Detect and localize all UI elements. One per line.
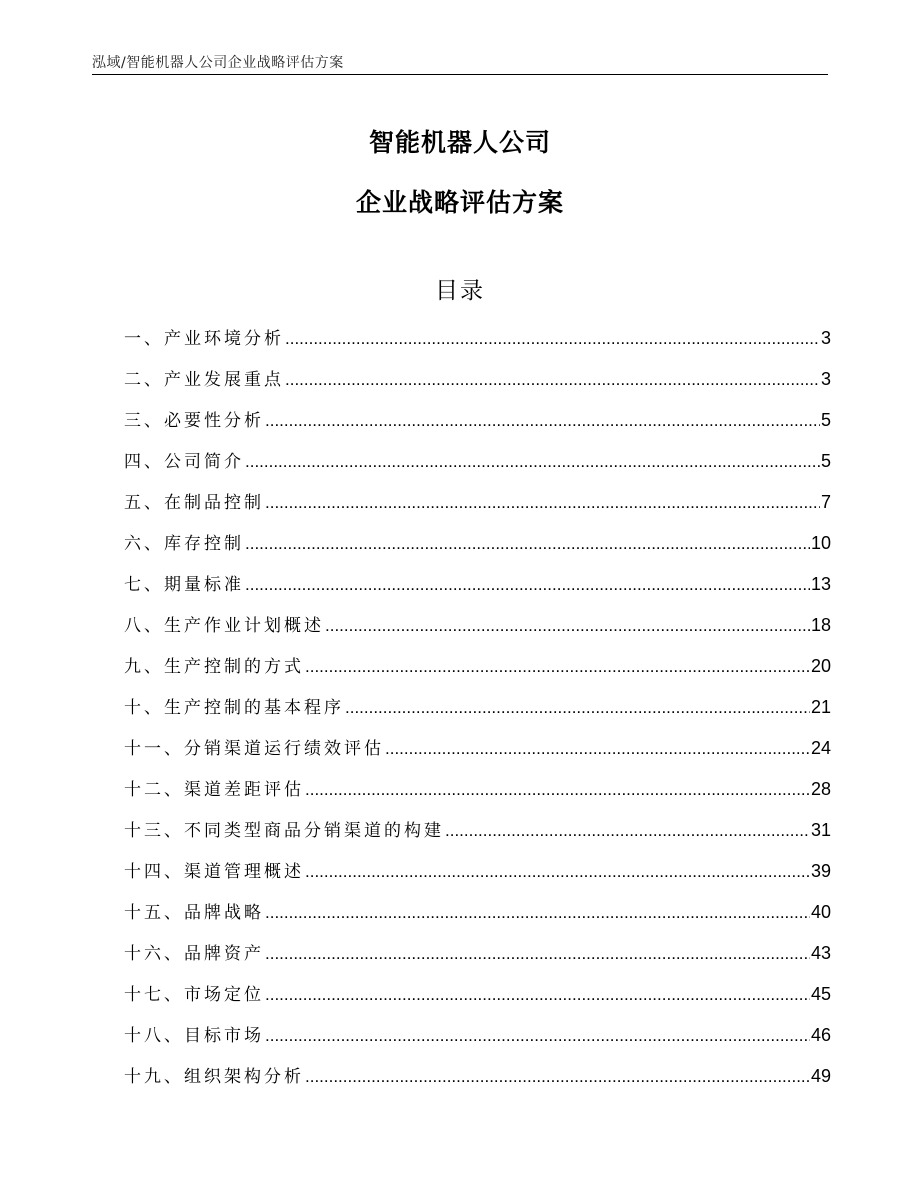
toc-dot-leader (305, 780, 810, 800)
toc-entry-label (124, 734, 384, 759)
toc-entry[interactable] (124, 447, 831, 488)
toc-entry[interactable] (124, 529, 831, 570)
toc-entry[interactable] (124, 611, 831, 652)
toc-entry[interactable] (124, 734, 831, 775)
toc-entry-label (124, 488, 264, 513)
toc-entry-title: 市场定位 (184, 985, 264, 1005)
toc-entry-number: 七、 (124, 575, 164, 595)
toc-dot-leader (305, 657, 810, 677)
toc-entry-number: 十二、 (124, 780, 184, 800)
toc-entry-number: 十九、 (124, 1067, 184, 1087)
toc-entry-title: 产业发展重点 (164, 370, 284, 390)
toc-entry-title: 渠道差距评估 (184, 780, 304, 800)
toc-dot-leader (445, 821, 810, 841)
toc-entry-page: 24 (810, 738, 831, 758)
toc-heading: 目录 (435, 278, 485, 304)
toc-entry-page: 13 (810, 574, 831, 594)
toc-dot-leader (385, 739, 810, 759)
toc-dot-leader (265, 493, 820, 513)
toc-entry-page: 10 (810, 533, 831, 553)
toc-dot-leader (285, 329, 820, 349)
toc-entry-number: 十七、 (124, 985, 184, 1005)
toc-entry[interactable] (124, 857, 831, 898)
toc-entry-page: 39 (810, 861, 831, 881)
toc-dot-leader (305, 1067, 810, 1087)
toc-entry-title: 必要性分析 (164, 411, 264, 431)
toc-entry-title: 期量标准 (164, 575, 244, 595)
toc-entry-title: 产业环境分析 (164, 329, 284, 349)
toc-entry-label (124, 611, 324, 636)
toc-entry-page: 18 (810, 615, 831, 635)
toc-entry-page: 5 (820, 451, 831, 471)
toc-entry-number: 三、 (124, 411, 164, 431)
toc-entry-number: 十、 (124, 698, 164, 718)
toc-dot-leader (265, 1026, 810, 1046)
toc-entry-page: 40 (810, 902, 831, 922)
toc-entry-label (124, 816, 444, 841)
toc-entry[interactable] (124, 652, 831, 693)
toc-entry-label (124, 406, 264, 431)
toc-entry-title: 组织架构分析 (184, 1067, 304, 1087)
toc-entry-number: 九、 (124, 657, 164, 677)
toc-entry-label (124, 1021, 264, 1046)
toc-entry-number: 十六、 (124, 944, 184, 964)
toc-entry-page: 31 (810, 820, 831, 840)
toc-dot-leader (345, 698, 810, 718)
toc-entry[interactable] (124, 980, 831, 1021)
toc-dot-leader (245, 452, 820, 472)
toc-entry[interactable] (124, 406, 831, 447)
toc-entry-number: 十一、 (124, 739, 184, 759)
toc-entry-page: 43 (810, 943, 831, 963)
toc-entry-number: 四、 (124, 452, 164, 472)
toc-entry-number: 十五、 (124, 903, 184, 923)
toc-entry-title: 品牌战略 (184, 903, 264, 923)
toc-dot-leader (245, 575, 810, 595)
toc-entry[interactable] (124, 365, 831, 406)
toc-entry-label (124, 693, 344, 718)
toc-entry-number: 十四、 (124, 862, 184, 882)
toc-entry[interactable] (124, 816, 831, 857)
toc-entry-label (124, 365, 284, 390)
toc-entry-title: 渠道管理概述 (184, 862, 304, 882)
toc-entry-title: 目标市场 (184, 1026, 264, 1046)
toc-dot-leader (265, 411, 820, 431)
toc-entry-title: 品牌资产 (184, 944, 264, 964)
toc-entry-label (124, 324, 284, 349)
toc-entry-label (124, 570, 244, 595)
toc-entry-number: 一、 (124, 329, 164, 349)
toc-entry[interactable] (124, 1021, 831, 1062)
table-of-contents (124, 324, 831, 1103)
toc-entry[interactable] (124, 693, 831, 734)
toc-entry[interactable] (124, 898, 831, 939)
toc-entry[interactable] (124, 775, 831, 816)
toc-entry-page: 3 (820, 328, 831, 348)
toc-entry-page: 20 (810, 656, 831, 676)
toc-entry-page: 46 (810, 1025, 831, 1045)
toc-dot-leader (265, 944, 810, 964)
toc-entry-number: 五、 (124, 493, 164, 513)
toc-entry-label (124, 898, 264, 923)
toc-entry-title: 在制品控制 (164, 493, 264, 513)
document-title-line1: 智能机器人公司 (368, 128, 551, 157)
toc-entry[interactable] (124, 1062, 831, 1103)
toc-entry-label (124, 980, 264, 1005)
toc-dot-leader (245, 534, 810, 554)
toc-entry[interactable] (124, 570, 831, 611)
toc-entry-label (124, 447, 244, 472)
toc-entry-number: 十八、 (124, 1026, 184, 1046)
toc-entry[interactable] (124, 488, 831, 529)
toc-entry-page: 21 (810, 697, 831, 717)
toc-entry[interactable] (124, 324, 831, 365)
toc-entry-title: 库存控制 (164, 534, 244, 554)
toc-entry-number: 八、 (124, 616, 164, 636)
toc-entry-title: 不同类型商品分销渠道的构建 (184, 821, 444, 841)
toc-entry-label (124, 529, 244, 554)
toc-entry-number: 十三、 (124, 821, 184, 841)
toc-entry-page: 45 (810, 984, 831, 1004)
toc-entry-label (124, 1062, 304, 1087)
toc-entry-title: 生产控制的方式 (164, 657, 304, 677)
toc-entry-number: 六、 (124, 534, 164, 554)
toc-dot-leader (265, 985, 810, 1005)
toc-entry-page: 3 (820, 369, 831, 389)
toc-entry-label (124, 857, 304, 882)
toc-entry-page: 5 (820, 410, 831, 430)
toc-entry-label (124, 652, 304, 677)
toc-entry-label (124, 775, 304, 800)
toc-entry-page: 28 (810, 779, 831, 799)
toc-dot-leader (265, 903, 810, 923)
toc-entry-title: 公司简介 (164, 452, 244, 472)
toc-entry-page: 49 (810, 1066, 831, 1086)
running-header: 泓域/智能机器人公司企业战略评估方案 (92, 55, 344, 71)
toc-entry-number: 二、 (124, 370, 164, 390)
header-divider (92, 74, 828, 75)
toc-entry-title: 分销渠道运行绩效评估 (184, 739, 384, 759)
toc-entry[interactable] (124, 939, 831, 980)
toc-entry-label (124, 939, 264, 964)
toc-entry-title: 生产控制的基本程序 (164, 698, 344, 718)
toc-entry-title: 生产作业计划概述 (164, 616, 324, 636)
toc-dot-leader (305, 862, 810, 882)
toc-entry-page: 7 (820, 492, 831, 512)
toc-dot-leader (325, 616, 810, 636)
toc-dot-leader (285, 370, 820, 390)
document-title-line2: 企业战略评估方案 (355, 188, 564, 217)
